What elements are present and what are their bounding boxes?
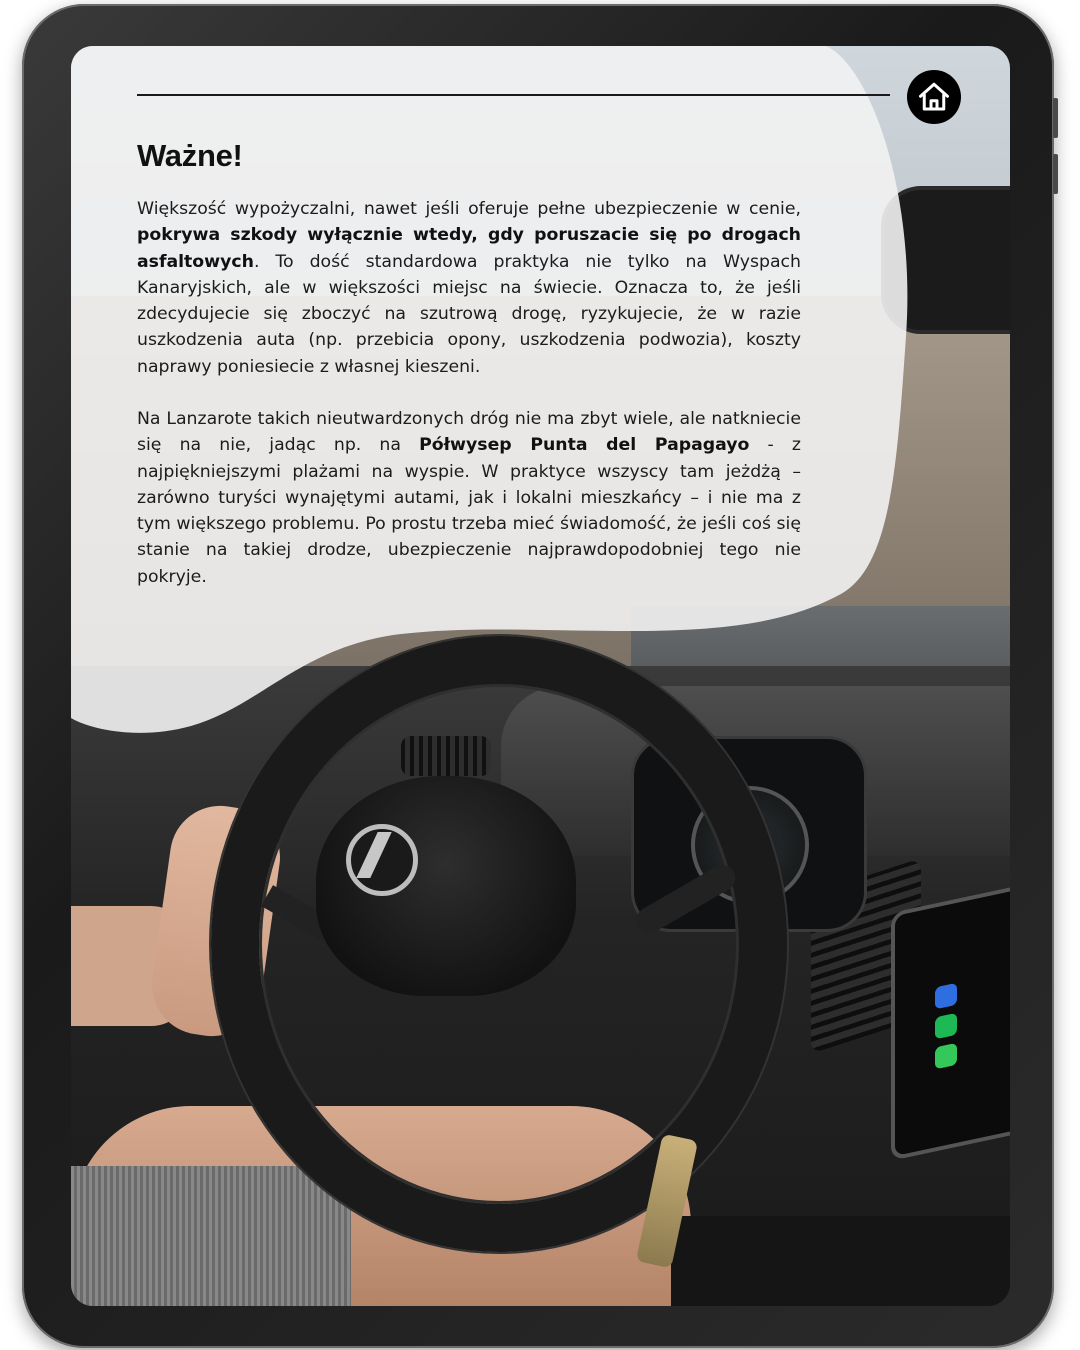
paragraph-lanzarote: [137, 406, 801, 590]
paragraph-text: Większość wypożyczalni, nawet jeśli oferuje pełne ubezpieczenie w cenie,: [137, 199, 801, 219]
header-rule: [137, 94, 890, 96]
paragraph-bold-text: pokrywa szkody wyłącznie wtedy, gdy poruszacie się po drogach asfaltowych: [137, 225, 801, 272]
paragraph-bold-text: Półwysep Punta del Papagayo: [419, 435, 750, 456]
home-icon: [916, 79, 952, 115]
paragraph-text: . To dość standardowa praktyka nie tylko na Wyspach Kanaryjskich, ale w większości miejsc na świecie. Oznacza to, że jeśli zdecydujecie się zboczyć na szutrową drogę, ryzykujecie, że w razie uszkodzenia auta (np. przebicia opony, uszkodzenia podwozia), koszty naprawy poniesiecie z własnej kieszeni.: [137, 251, 801, 377]
page-title: Ważne!: [137, 138, 243, 173]
paragraph-text: - z najpiękniejszymi plażami na wyspie. W praktyce wszyscy tam jeżdżą – zarówno turyści wynajętymi autami, jak i lokalni mieszkańcy – i nie ma z tym większego problemu. Po prostu trzeba mieć świadomość, że jeśli coś się stanie na takiej drodze, ubezpieczenie najprawdopodobniej tego nie pokryje.: [137, 435, 801, 587]
paragraph-insurance: [137, 196, 801, 380]
volume-up-button: [1053, 98, 1058, 138]
home-button[interactable]: [907, 70, 961, 124]
volume-down-button: [1053, 154, 1058, 194]
paragraph-text: Na Lanzarote takich nieutwardzonych dróg nie ma zbyt wiele, ale natkniecie się na nie, jadąc np. na: [137, 409, 801, 456]
tablet-screen: [71, 46, 1010, 1306]
